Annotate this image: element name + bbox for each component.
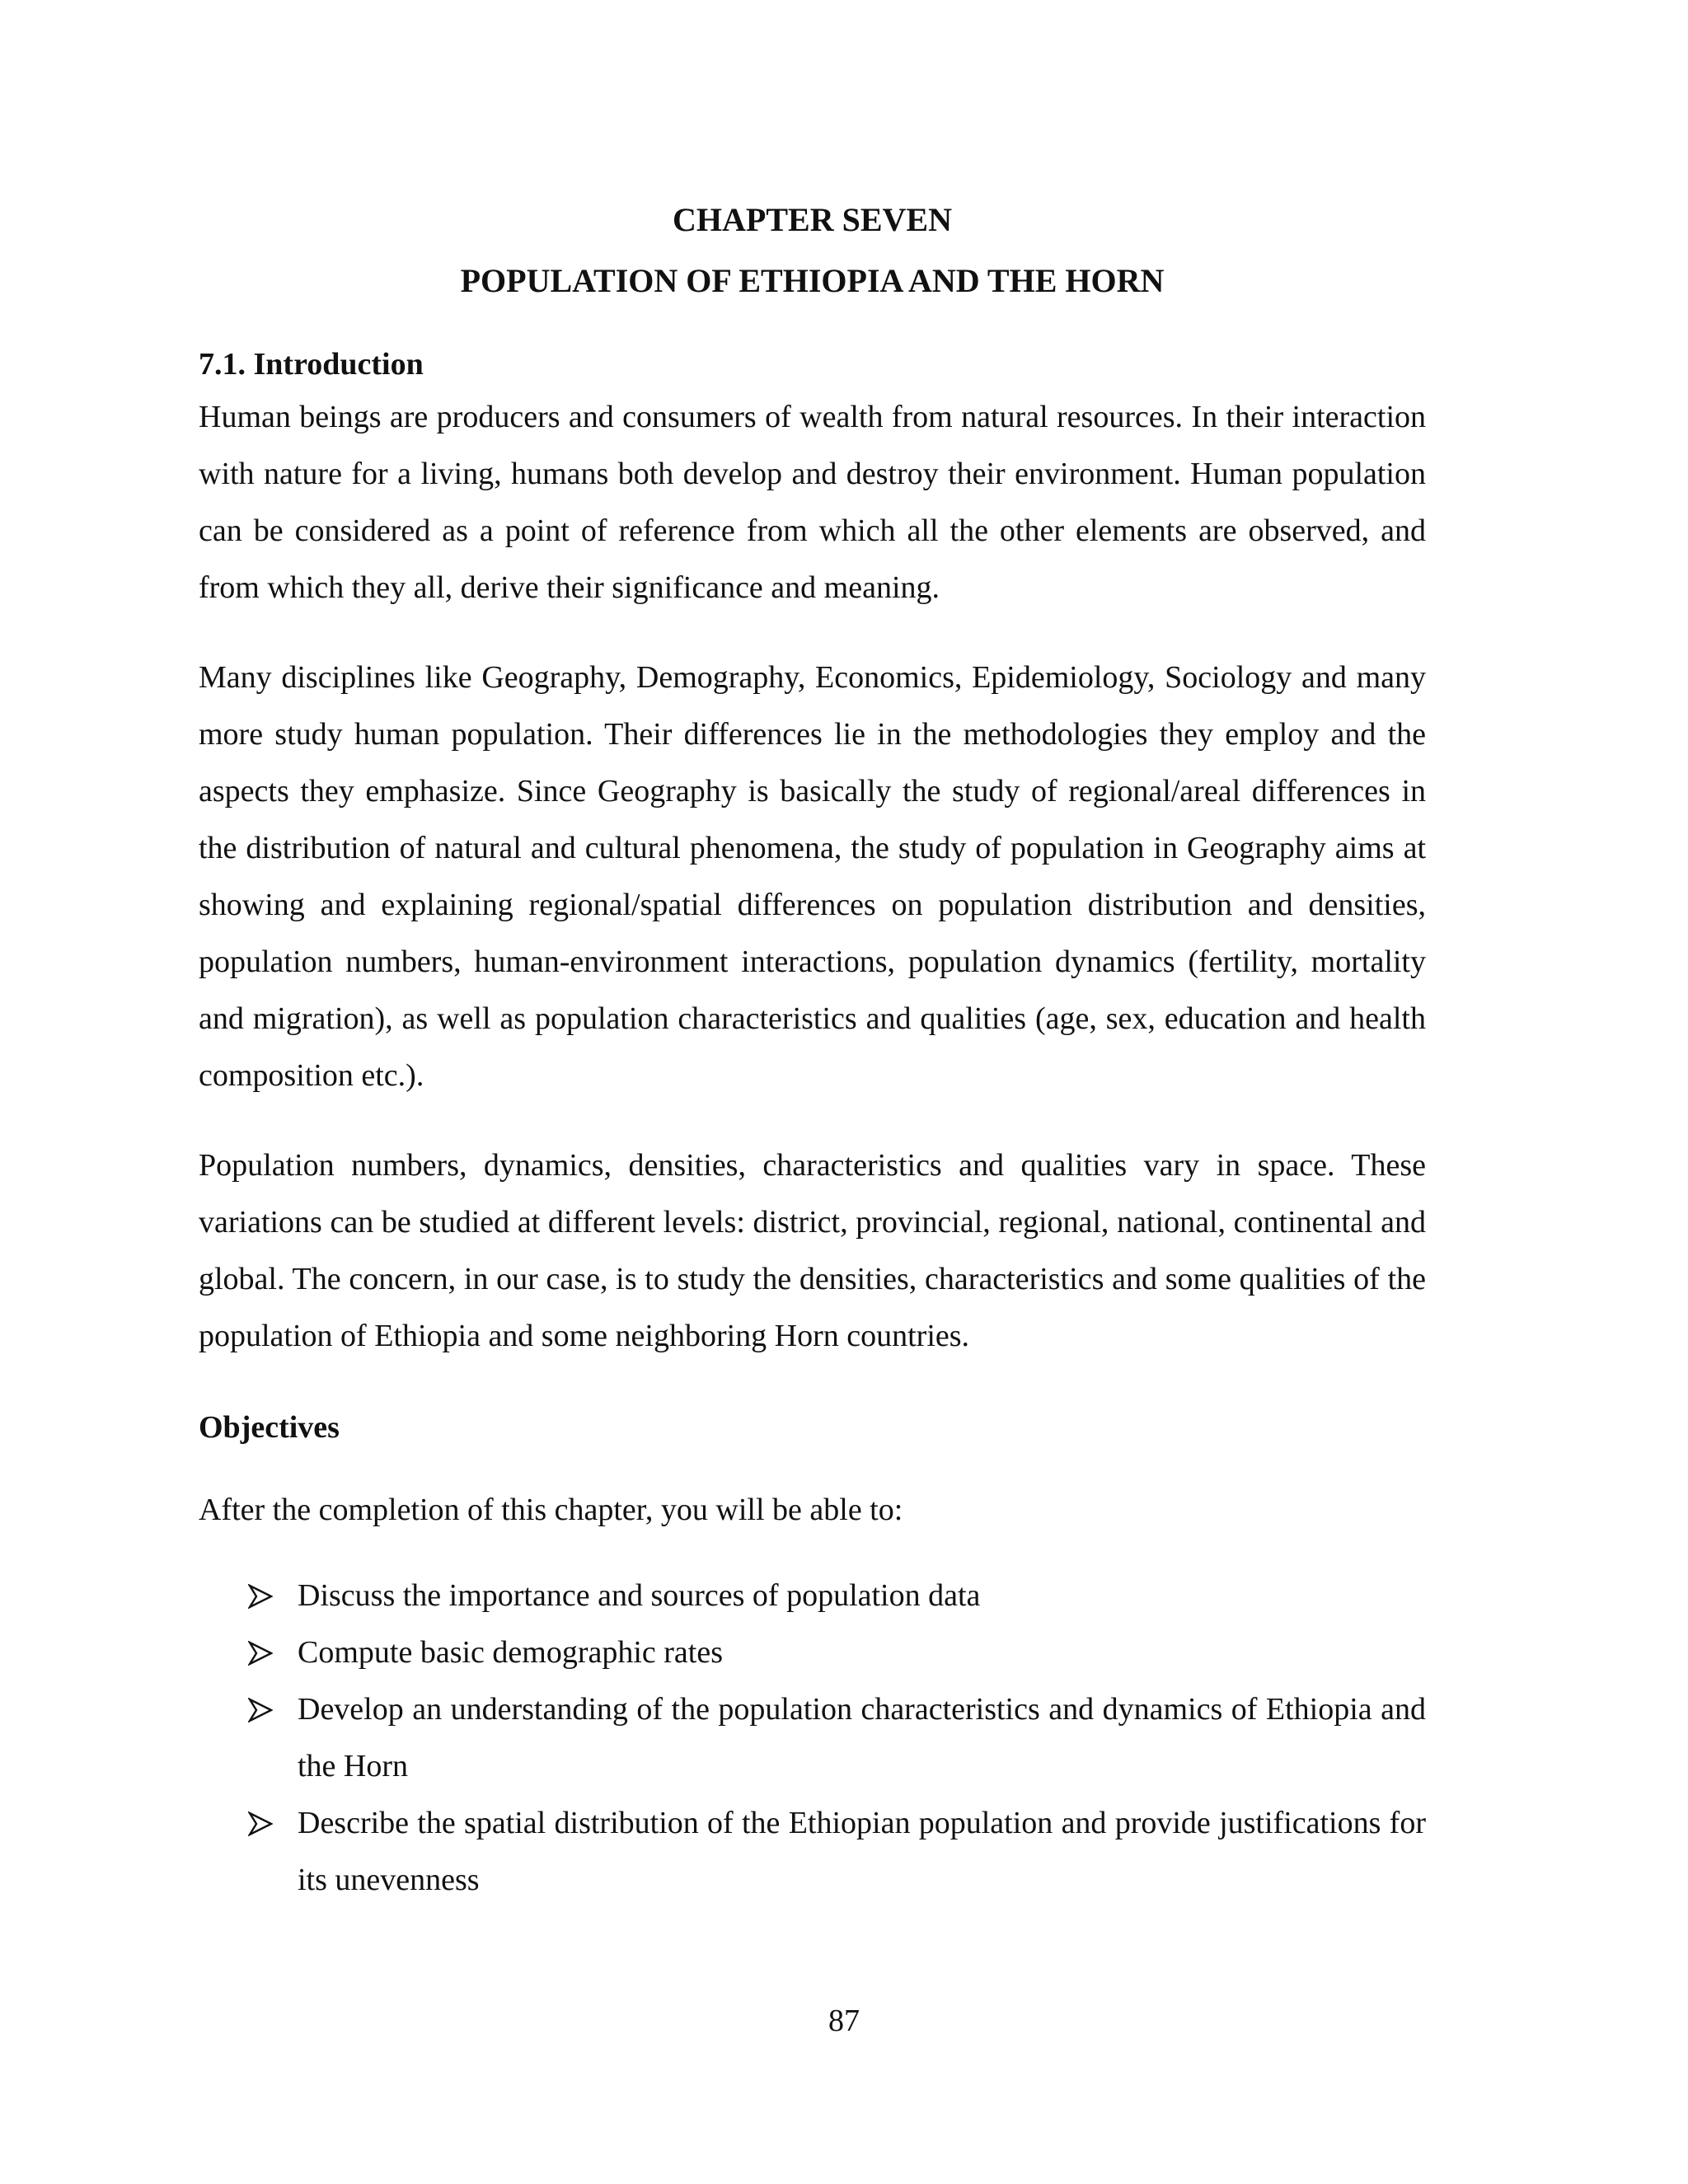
objectives-heading: Objectives <box>199 1410 340 1445</box>
objective-text: Compute basic demographic rates <box>298 1635 724 1670</box>
list-item <box>199 1568 1426 1624</box>
section-heading-introduction: 7.1. Introduction <box>199 347 424 382</box>
list-item <box>199 1681 1426 1795</box>
arrowhead-bullet-icon <box>248 1568 278 1624</box>
document-page <box>199 190 1426 1909</box>
intro-paragraph-3: Population numbers, dynamics, densities, characteristics and qualities vary in space. These variations can be studied at different levels: district, provincial, regional, national, continental and global. The concern, in our case, is to study the densities, characteristics and some qualities of the population of Ethiopia and some neighboring Horn countries. <box>199 1148 1426 1353</box>
intro-paragraph-1: Human beings are producers and consumers of wealth from natural resources. In their interaction with nature for a living, humans both develop and destroy their environment. Human population can be considered as a point of reference from which all the other elements are observed, and from which they all, derive their significance and meaning. <box>199 400 1426 605</box>
page-number: 87 <box>828 2004 860 2038</box>
list-item <box>199 1624 1426 1681</box>
objective-text: Describe the spatial distribution of the Ethiopian population and provide justifications for its unevenness <box>298 1806 1426 1897</box>
objectives-lead: After the completion of this chapter, you will be able to: <box>199 1493 903 1527</box>
arrowhead-bullet-icon <box>248 1624 278 1681</box>
list-item <box>199 1795 1426 1909</box>
objective-text: Discuss the importance and sources of population data <box>298 1578 981 1613</box>
chapter-number: CHAPTER SEVEN <box>673 201 952 238</box>
arrowhead-bullet-icon <box>248 1795 278 1852</box>
chapter-title: POPULATION OF ETHIOPIA AND THE HORN <box>460 262 1165 299</box>
intro-paragraph-2: Many disciplines like Geography, Demography, Economics, Epidemiology, Sociology and many more study human population. Their differences lie in the methodologies they employ and the aspects they emphasize. Since Geography is basically the study of regional/areal differences in the distribution of natural and cultural phenomena, the study of population in Geography aims at showing and explaining regional/spatial differences on population distribution and densities, population numbers, human-environment interactions, population dynamics (fertility, mortality and migration), as well as population characteristics and qualities (age, sex, education and health composition etc.). <box>199 660 1426 1093</box>
arrowhead-bullet-icon <box>248 1681 278 1738</box>
objectives-list <box>199 1568 1426 1909</box>
objective-text: Develop an understanding of the population characteristics and dynamics of Ethiopia and the Horn <box>298 1692 1426 1783</box>
